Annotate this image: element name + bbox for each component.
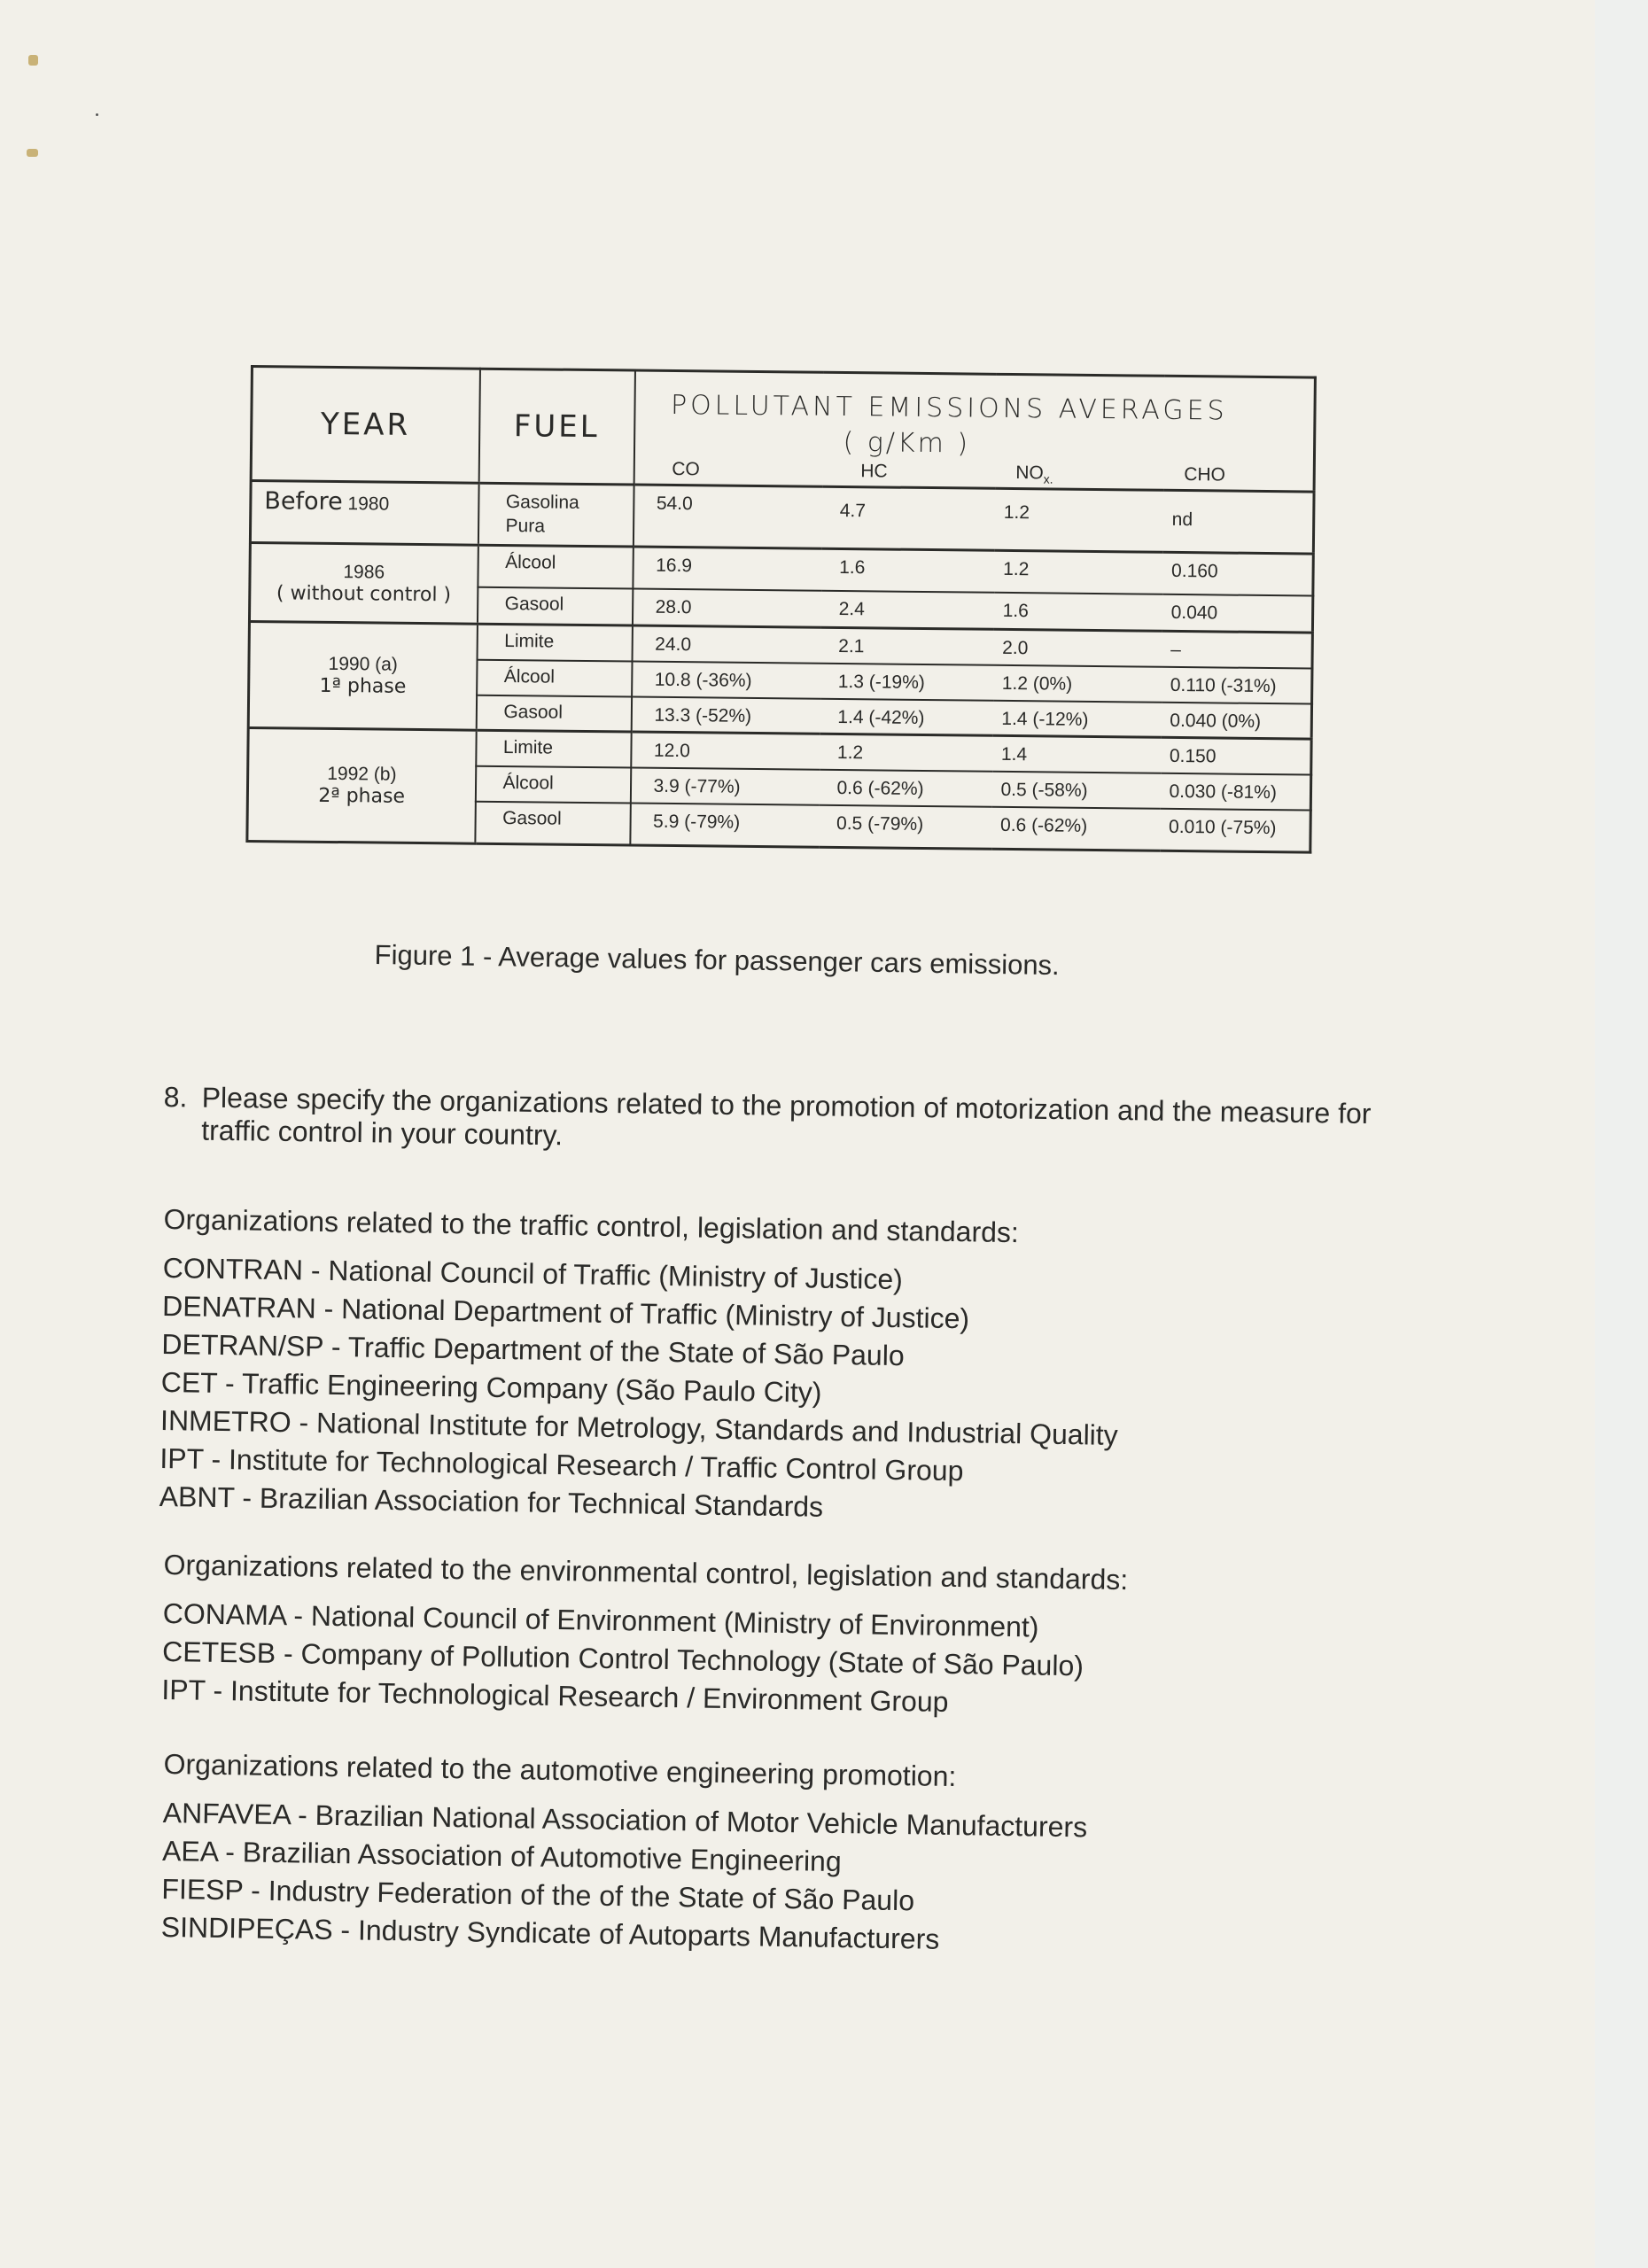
nox-cell: 1.2 (994, 550, 1162, 594)
co-cell: 28.0 (632, 588, 820, 627)
fuel-cell: Limite (477, 624, 632, 661)
fuel-cell: Gasool (477, 586, 632, 625)
co-cell: 16.9 (633, 547, 821, 590)
question-text: Please specify the organizations related to the promotion of motorization and the measure for traffic control in your country. (200, 1081, 1372, 1152)
cho-cell: 0.040 (1162, 594, 1312, 633)
nox-cell: 0.6 (-62%) (999, 814, 1088, 836)
paper-speck (28, 55, 38, 66)
figure-caption: Figure 1 - Average values for passenger cars emissions. (374, 939, 1060, 982)
org-item: IPT - Institute for Technological Research / Environment Group (161, 1673, 949, 1718)
fuel-cell: Gasool (475, 801, 630, 845)
year-cell: 1986 ( without control ) (249, 543, 478, 625)
org-item: AEA - Brazilian Association of Automotive Engineering (161, 1834, 842, 1878)
table-row (250, 481, 1314, 555)
paper-speck (27, 149, 38, 157)
fuel-cell: Álcool (475, 765, 630, 803)
emissions-table-container (245, 365, 1314, 880)
emissions-table (245, 365, 1317, 854)
nox-cell: 1.2 (0%) (993, 664, 1162, 702)
paper-dot (96, 113, 98, 116)
org-item: DETRAN/SP - Traffic Department of the State of São Paulo (161, 1327, 905, 1372)
hc-cell: 2.1 (820, 627, 993, 664)
nox-cell: 1.4 (-12%) (992, 700, 1161, 737)
co-cell: 5.9 (-79%) (653, 811, 741, 833)
section-environmental-control (161, 1546, 1128, 1724)
cho-cell: 0.010 (-75%) (1168, 816, 1277, 838)
nox-cell: 1.2 (994, 488, 1163, 552)
hc-cell: 0.5 (-79%) (836, 812, 924, 835)
org-item: ABNT - Brazilian Association for Technical Standards (159, 1480, 824, 1523)
header-cho: CHO (1184, 464, 1226, 485)
fuel-cell: Gasolina Pura (478, 483, 634, 547)
org-item: CET - Traffic Engineering Company (São Paulo City) (160, 1365, 822, 1409)
co-cell: 13.3 (-52%) (631, 696, 820, 734)
question-8 (163, 1081, 1387, 1163)
section-traffic-control (159, 1200, 1121, 1531)
hc-cell: 1.2 (820, 734, 992, 771)
co-cell: 3.9 (-77%) (630, 767, 819, 804)
org-item: CONTRAN - National Council of Traffic (Ministry of Justice) (162, 1251, 904, 1296)
table-header-row (251, 367, 1315, 493)
cho-cell: 0.040 (0%) (1161, 702, 1311, 739)
cho-cell: 0.030 (-81%) (1160, 773, 1310, 810)
year-cell: Before 1980 (250, 481, 478, 546)
fuel-cell: Álcool (478, 545, 633, 588)
nox-cell: 2.0 (993, 629, 1162, 666)
hc-cell: 1.4 (-42%) (820, 698, 992, 735)
cho-cell: – (1162, 631, 1312, 668)
co-cell: 12.0 (631, 732, 820, 769)
section-title: Organizations related to the environmental control, legislation and standards: (163, 1548, 1129, 1596)
org-item: CONAMA - National Council of Environment (Ministry of Environment) (162, 1596, 1039, 1643)
co-cell: 10.8 (-36%) (632, 661, 820, 698)
year-cell: 1990 (a) 1ª phase (248, 621, 477, 730)
header-nox: $NO_{x.}$ (1015, 462, 1053, 486)
org-item: SINDIPEÇAS - Industry Syndicate of Autoparts Manufacturers (160, 1910, 940, 1955)
hc-cell: 1.6 (821, 548, 994, 592)
co-cell: 24.0 (632, 625, 820, 663)
cho-cell: nd (1162, 490, 1314, 554)
cho-cell: 0.110 (-31%) (1162, 666, 1312, 703)
org-item: IPT - Institute for Technological Research / Traffic Control Group (159, 1441, 964, 1487)
fuel-cell: Álcool (477, 659, 632, 696)
co-cell: 54.0 (633, 485, 822, 548)
hc-cell: 2.4 (820, 590, 993, 629)
header-pollutant-title: POLLUTANT EMISSIONS AVERAGES (670, 389, 1228, 427)
fuel-cell: Limite (476, 730, 631, 767)
header-year: YEAR (251, 367, 479, 484)
header-co: CO (672, 458, 700, 480)
header-unit: ( g/Km ) (843, 427, 971, 460)
year-cell: 1992 (b) 2ª phase (247, 727, 476, 843)
nox-cell: 0.5 (-58%) (991, 771, 1160, 808)
org-item: INMETRO - National Institute for Metrology, Standards and Industrial Quality (159, 1403, 1119, 1451)
fuel-cell: Gasool (476, 695, 631, 732)
question-number: 8. (163, 1081, 188, 1114)
cho-cell: 0.150 (1161, 737, 1311, 774)
section-automotive-engineering (160, 1745, 1088, 1961)
hc-cell: 0.6 (-62%) (819, 769, 991, 806)
org-item: DENATRAN - National Department of Traffic (Ministry of Justice) (161, 1289, 970, 1335)
nox-cell: 1.4 (992, 735, 1161, 773)
section-title: Organizations related to the automotive engineering promotion: (163, 1747, 957, 1793)
cho-cell: 0.160 (1162, 552, 1313, 595)
hc-cell: 1.3 (-19%) (820, 663, 993, 700)
header-pollutant-group (634, 370, 1315, 492)
section-title: Organizations related to the traffic control, legislation and standards: (163, 1202, 1020, 1249)
hc-cell: 4.7 (821, 486, 995, 550)
org-item: ANFAVEA - Brazilian National Association of Motor Vehicle Manufacturers (162, 1796, 1088, 1844)
org-item: FIESP - Industry Federation of the of the State of São Paulo (161, 1872, 915, 1917)
nox-cell: 1.6 (993, 592, 1162, 631)
header-hc: HC (860, 461, 888, 482)
header-fuel: FUEL (478, 369, 634, 485)
org-item: CETESB - Company of Pollution Control Technology (State of São Paulo) (161, 1635, 1084, 1682)
